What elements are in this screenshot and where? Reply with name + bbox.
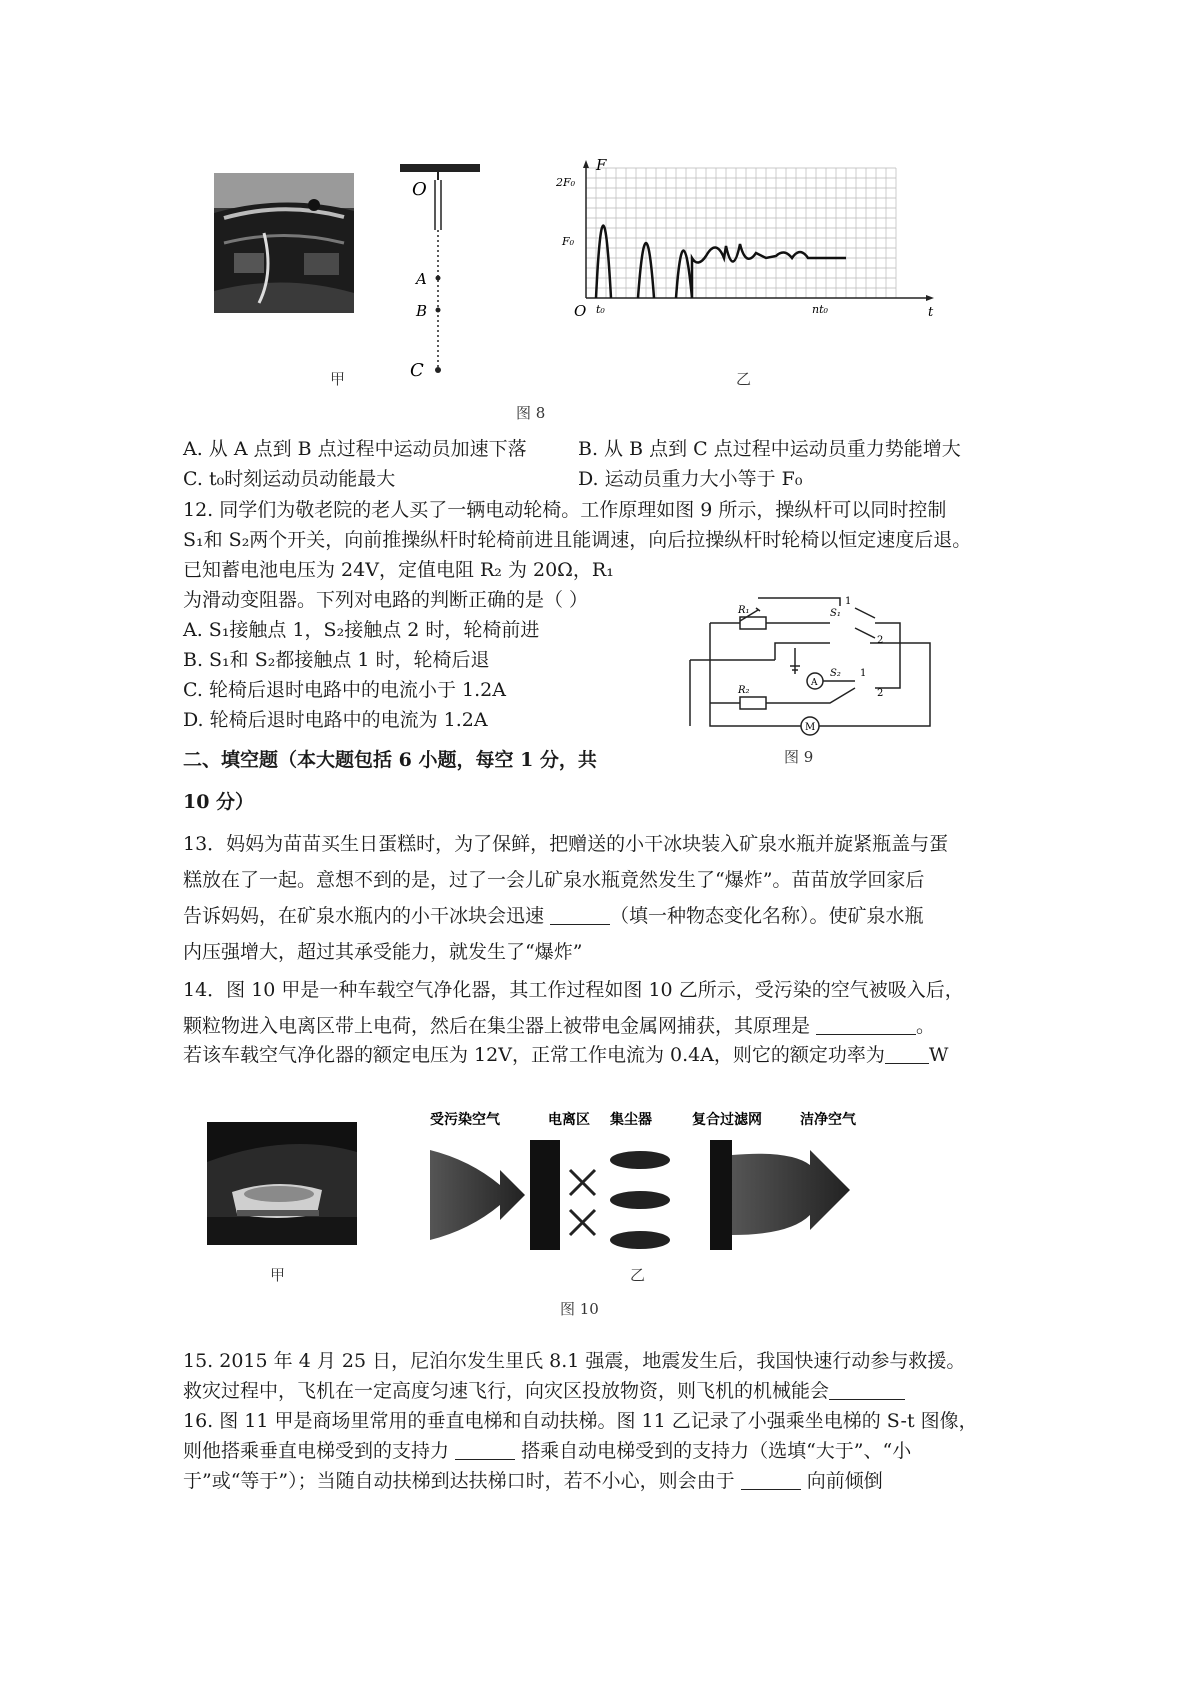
section-2-heading: 二、填空题（本大题包括 6 小题，每空 1 分，共 (183, 749, 597, 771)
circuit-terminal-1b: 1 (860, 668, 867, 679)
stage-polluted-air: 受污染空气 (430, 1112, 500, 1128)
q12-option-c: C. 轮椅后退时电路中的电流小于 1.2A (183, 679, 506, 701)
point-a-label: A (416, 270, 427, 288)
force-curve (596, 226, 846, 299)
q15-line-2 (183, 1376, 905, 1406)
q13-line-3-start: 告诉妈妈，在矿泉水瓶内的小干冰块会迅速 (183, 905, 551, 927)
circuit-terminal-1a: 1 (845, 596, 852, 607)
q14-line-2-start: 颗粒物进入电离区带上电荷，然后在集尘器上被带电金属网捕获，其原理是 (183, 1015, 817, 1037)
fig8-label-jia: 甲 (330, 370, 346, 388)
q12-line-3: 已知蓄电池电压为 24V，定值电阻 R₂ 为 20Ω，R₁ (183, 559, 614, 581)
fig10-caption: 图 10 (560, 1300, 599, 1318)
q16-inertia-blank[interactable] (741, 1469, 801, 1490)
q14-line-1: 14．图 10 甲是一种车载空气净化器，其工作过程如图 10 乙所示，受污染的空气被吸入后， (183, 979, 964, 1001)
circuit-r2-label: R₂ (738, 685, 750, 696)
q14-line-2-end: 。 (916, 1015, 936, 1037)
stage-composite-filter: 复合过滤网 (692, 1112, 762, 1128)
x-tick-t0: t₀ (596, 303, 605, 316)
circuit-ammeter-label: A (811, 678, 818, 688)
q16-line-2-end: 搭乘自动电梯受到的支持力（选填“大于”、“小 (515, 1440, 912, 1462)
q14-power-blank[interactable] (885, 1043, 929, 1064)
q15-line-1: 15. 2015 年 4 月 25 日，尼泊尔发生里氏 8.1 强震，地震发生后，我国快速行动参与救援。 (183, 1350, 966, 1372)
x-axis-label: t (928, 305, 934, 318)
q13-line-4: 内压强增大，超过其承受能力，就发生了“爆炸” (183, 941, 583, 963)
fig10-label-yi: 乙 (630, 1266, 646, 1284)
q16-line-2-start: 则他搭乘垂直电梯受到的支持力 (183, 1440, 456, 1462)
circuit-terminal-2a: 2 (877, 635, 884, 646)
q15-line-2-text: 救灾过程中，飞机在一定高度匀速飞行，向灾区投放物资，则飞机的机械能会 (183, 1380, 830, 1402)
q16-line-3 (183, 1466, 883, 1496)
circuit-terminal-2b: 2 (877, 688, 884, 699)
fig8-label-yi: 乙 (736, 370, 752, 388)
air-purifier-photo (207, 1122, 357, 1245)
q16-line-3-end: 向前倾倒 (800, 1470, 883, 1492)
q12-line-4: 为滑动变阻器。下列对电路的判断正确的是（ ） (183, 589, 589, 611)
q13-answer-blank[interactable] (550, 904, 610, 925)
q16-line-1: 16. 图 11 甲是商场里常用的垂直电梯和自动扶梯。图 11 乙记录了小强乘坐电梯的 S-t 图像， (183, 1410, 978, 1432)
point-c-label: C (410, 360, 424, 380)
q12-option-d: D. 轮椅后退时电路中的电流为 1.2A (183, 709, 488, 731)
fig8-caption: 图 8 (516, 404, 546, 422)
origin-label: O (574, 302, 587, 318)
fig10-label-jia: 甲 (270, 1266, 286, 1284)
bungee-photo (214, 173, 354, 313)
circuit-r1-label: R₁ (738, 605, 750, 616)
y-tick-2f0: 2F₀ (556, 176, 576, 189)
q15-answer-blank[interactable] (829, 1379, 905, 1400)
point-b-label: B (416, 302, 428, 320)
circuit-s2-label: S₂ (830, 668, 841, 679)
section-2-heading-cont: 10 分） (183, 791, 255, 813)
circuit-s1-label: S₁ (830, 608, 841, 619)
q13-line-2: 糕放在了一起。意想不到的是，过了一会儿矿泉水瓶竟然发生了“爆炸”。苗苗放学回家后 (183, 869, 925, 891)
y-axis-label: F (596, 158, 607, 174)
q11-option-b: B. 从 B 点到 C 点过程中运动员重力势能增大 (578, 438, 961, 460)
stage-clean-air: 洁净空气 (800, 1112, 856, 1128)
q14-line-3 (183, 1040, 948, 1070)
stage-ionization: 电离区 (548, 1112, 590, 1128)
q12-line-2: S₁和 S₂两个开关，向前推操纵杆时轮椅前进且能调速，向后拉操纵杆时轮椅以恒定速度后退。 (183, 529, 972, 551)
q11-option-d: D. 运动员重力大小等于 F₀ (578, 468, 803, 490)
q14-line-3-end: W (928, 1044, 949, 1066)
q14-principle-blank[interactable] (816, 1014, 916, 1035)
q11-option-a: A. 从 A 点到 B 点过程中运动员加速下落 (183, 438, 527, 460)
q11-option-c: C. t₀时刻运动员动能最大 (183, 468, 396, 490)
force-time-chart (556, 158, 936, 318)
q12-option-b: B. S₁和 S₂都接触点 1 时，轮椅后退 (183, 649, 490, 671)
circuit-motor-label: M (805, 722, 816, 733)
q13-line-3-end: （填一种物态变化名称）。使矿泉水瓶 (610, 905, 924, 927)
q12-option-a: A. S₁接触点 1，S₂接触点 2 时，轮椅前进 (183, 619, 540, 641)
stage-dust-collector: 集尘器 (610, 1112, 652, 1128)
q16-line-2 (183, 1436, 911, 1466)
q16-line-3-start: 于”或“等于”）；当随自动扶梯到达扶梯口时，若不小心，则会由于 (183, 1470, 741, 1492)
rope-diagram (380, 160, 490, 380)
fig9-caption: 图 9 (784, 748, 814, 766)
q16-support-force-blank[interactable] (455, 1439, 515, 1460)
q14-line-2 (183, 1008, 935, 1044)
q14-line-3-start: 若该车载空气净化器的额定电压为 12V，正常工作电流为 0.4A，则它的额定功率为 (183, 1044, 885, 1066)
q13-line-1: 13．妈妈为苗苗买生日蛋糕时，为了保鲜，把赠送的小干冰块装入矿泉水瓶并旋紧瓶盖与蛋 (183, 833, 949, 855)
purifier-process-diagram (430, 1110, 960, 1270)
x-tick-nt0: nt₀ (812, 303, 828, 316)
y-tick-f0: F₀ (562, 235, 575, 248)
circuit-diagram (680, 588, 940, 738)
q13-line-3 (183, 898, 924, 934)
q12-line-1: 12. 同学们为敬老院的老人买了一辆电动轮椅。工作原理如图 9 所示，操纵杆可以同时控制 (183, 499, 947, 521)
point-o-label: O (412, 179, 427, 200)
